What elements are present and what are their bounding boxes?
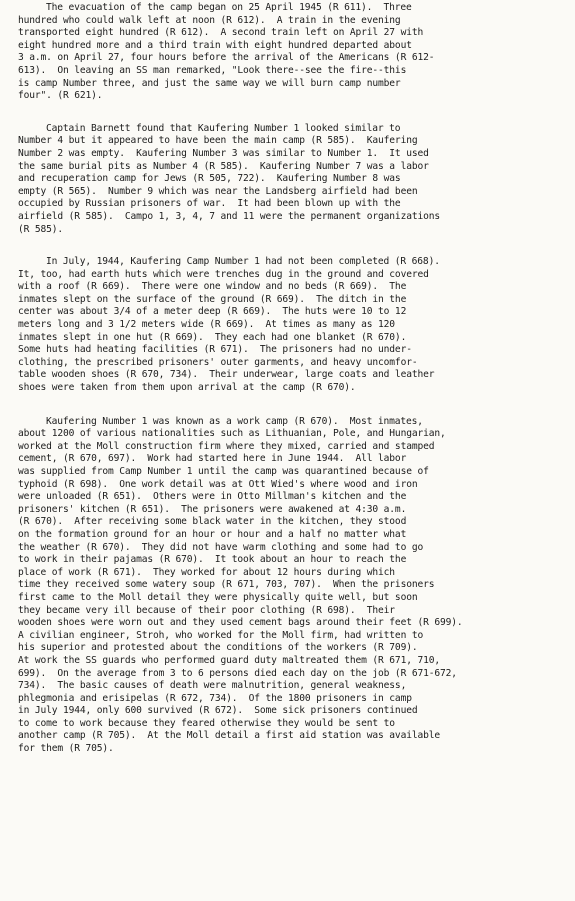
text-line: It, too, had earth huts which were trenches dug in the ground and covered: [18, 268, 429, 280]
text-line: and recuperation camp for Jews (R 505, 722). Kaufering Number 8 was: [18, 173, 401, 185]
text-line: prisoners' kitchen (R 651). The prisoners were awakened at 4:30 a.m.: [18, 503, 407, 515]
text-line: his superior and protested about the conditions of the workers (R 709).: [18, 642, 418, 654]
text-line: for them (R 705).: [18, 743, 114, 755]
text-line: with a roof (R 669). There were one window and no beds (R 669). The: [18, 281, 407, 293]
text-line: table wooden shoes (R 670, 734). Their underwear, large coats and leather: [18, 369, 435, 381]
text-line: eight hundred more and a third train with eight hundred departed about: [18, 39, 412, 51]
text-line: in July 1944, only 600 survived (R 672). Some sick prisoners continued: [18, 705, 418, 717]
text-line: In July, 1944, Kaufering Camp Number 1 had not been completed (R 668).: [46, 256, 440, 268]
text-line: Captain Barnett found that Kaufering Number 1 looked similar to: [46, 122, 401, 134]
text-line: empty (R 565). Number 9 which was near the Landsberg airfield had been: [18, 185, 418, 197]
text-line: occupied by Russian prisoners of war. It had been blown up with the: [18, 198, 401, 210]
text-line: The evacuation of the camp began on 25 April 1945 (R 611). Three: [46, 2, 412, 13]
text-line: cement, (R 670, 697). Work had started here in June 1944. All labor: [18, 453, 407, 465]
text-line: meters long and 3 1/2 meters wide (R 669). At times as many as 120: [18, 319, 395, 331]
text-line: clothing, the prescribed prisoners' outer garments, and heavy uncomfor-: [18, 356, 418, 368]
text-line: transported eight hundred (R 612). A second train left on April 27 with: [18, 27, 424, 39]
text-line: Some huts had heating facilities (R 671). The prisoners had no under-: [18, 344, 412, 356]
text-line: At work the SS guards who performed guard duty maltreated them (R 671, 710,: [18, 654, 440, 666]
text-line: 613). On leaving an SS man remarked, "Look there--see the fire--this: [18, 64, 407, 76]
text-line: typhoid (R 698). One work detail was at Ott Wied's where wood and iron: [18, 478, 418, 490]
text-line: (R 585).: [18, 223, 64, 235]
text-line: hundred who could walk left at noon (R 612). A train in the evening: [18, 14, 401, 26]
text-line: Kaufering Number 1 was known as a work camp (R 670). Most inmates,: [46, 415, 423, 427]
paragraph-barnett-findings: [18, 123, 557, 236]
text-line: 3 a.m. on April 27, four hours before the arrival of the Americans (R 612-: [18, 52, 435, 64]
text-line: on the formation ground for an hour or hour and a half no matter what: [18, 528, 407, 540]
text-line: was supplied from Camp Number 1 until the camp was quarantined because of: [18, 466, 429, 477]
text-line: place of work (R 671). They worked for about 12 hours during which: [18, 566, 395, 578]
text-line: inmates slept on the surface of the ground (R 669). The ditch in the: [18, 293, 407, 305]
text-line: to work in their pajamas (R 670). It took about an hour to reach the: [18, 554, 407, 566]
text-line: 699). On the average from 3 to 6 persons died each day on the job (R 671-672,: [18, 667, 457, 679]
text-line: is camp Number three, and just the same way we will burn camp number: [18, 77, 401, 89]
text-line: first came to the Moll detail they were physically quite well, but soon: [18, 591, 418, 603]
text-line: time they received some watery soup (R 671, 703, 707). When the prisoners: [18, 579, 435, 591]
text-line: another camp (R 705). At the Moll detail a first aid station was available: [18, 730, 440, 742]
text-line: they became very ill because of their poor clothing (R 698). Their: [18, 604, 395, 616]
text-line: airfield (R 585). Campo 1, 3, 4, 7 and 11 were the permanent organizations: [18, 210, 440, 222]
text-line: inmates slept in one hut (R 669). They each had one blanket (R 670).: [18, 331, 407, 343]
text-line: four". (R 621).: [18, 90, 103, 102]
text-line: the weather (R 670). They did not have warm clothing and some had to go: [18, 541, 424, 553]
text-line: the same burial pits as Number 4 (R 585). Kaufering Number 7 was a labor: [18, 160, 429, 172]
paragraph-work-camp: [18, 416, 557, 756]
text-line: phlegmonia and erisipelas (R 672, 734). Of the 1800 prisoners in camp: [18, 692, 412, 704]
text-line: 734). The basic causes of death were malnutrition, general weakness,: [18, 680, 407, 692]
text-line: shoes were taken from them upon arrival at the camp (R 670).: [18, 382, 356, 394]
text-line: to come to work because they feared otherwise they would be sent to: [18, 717, 395, 729]
text-line: Number 4 but it appeared to have been the main camp (R 585). Kaufering: [18, 135, 418, 147]
text-line: were unloaded (R 651). Others were in Otto Millman's kitchen and the: [18, 491, 407, 503]
text-line: A civilian engineer, Stroh, who worked for the Moll firm, had written to: [18, 629, 424, 641]
text-line: wooden shoes were worn out and they used cement bags around their feet (R 699).: [18, 617, 463, 629]
paragraph-evacuation: [18, 2, 557, 103]
paragraph-camp-conditions: [18, 256, 557, 395]
text-line: Number 2 was empty. Kaufering Number 3 was similar to Number 1. It used: [18, 147, 429, 159]
text-line: center was about 3/4 of a meter deep (R 669). The huts were 10 to 12: [18, 306, 407, 318]
text-line: about 1200 of various nationalities such as Lithuanian, Pole, and Hungarian,: [18, 428, 446, 440]
text-line: (R 670). After receiving some black water in the kitchen, they stood: [18, 516, 407, 528]
text-line: worked at the Moll construction firm where they mixed, carried and stamped: [18, 440, 435, 452]
